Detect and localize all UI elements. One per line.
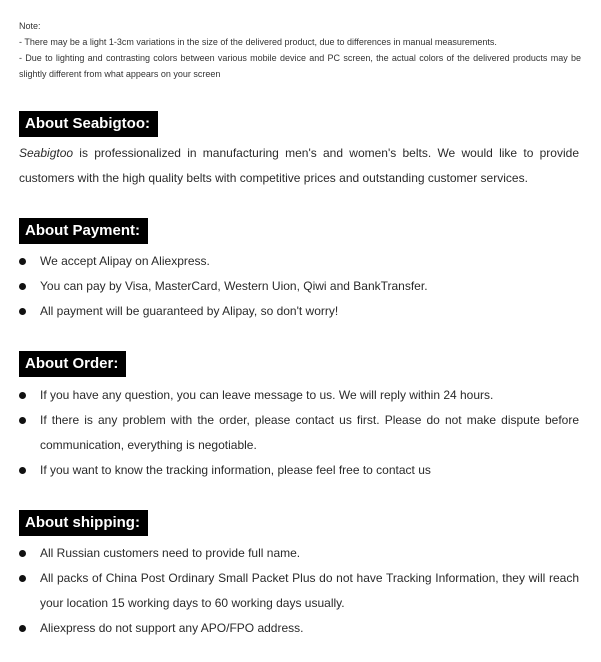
list-item: If you have any question, you can leave message to us. We will reply within 24 hours. — [19, 383, 579, 408]
payment-list — [19, 249, 579, 324]
note-block — [19, 18, 581, 82]
bullet-icon — [19, 417, 26, 424]
list-item: You can pay by Visa, MasterCard, Western Uion, Qiwi and BankTransfer. — [19, 274, 579, 299]
list-item: If there is any problem with the order, please contact us first. Please do not make dispute before communication, everything is negotiable. — [19, 408, 579, 458]
list-item: Aliexpress do not support any APO/FPO address. — [19, 616, 579, 641]
bullet-icon — [19, 550, 26, 557]
bullet-icon — [19, 392, 26, 399]
bullet-icon — [19, 308, 26, 315]
order-section-title: About Order: — [19, 351, 126, 377]
about-paragraph — [19, 141, 579, 191]
note-line-size: - There may be a light 1-3cm variations in the size of the delivered product, due to differences in manual measurements. — [19, 37, 497, 47]
brand-name: Seabigtoo — [19, 146, 74, 160]
bullet-icon — [19, 625, 26, 632]
note-line-color: - Due to lighting and contrasting colors between various mobile device and PC screen, the actual colors of the delivered products may be slightly different from what appears on your screen — [19, 53, 581, 79]
about-text: is professionalized in manufacturing men's and women's belts. We would like to provide customers with the high quality belts with competitive prices and outstanding customer services. — [19, 146, 579, 185]
payment-section-title: About Payment: — [19, 218, 148, 244]
list-item: All payment will be guaranteed by Alipay, so don't worry! — [19, 299, 579, 324]
bullet-icon — [19, 575, 26, 582]
list-item: All Russian customers need to provide full name. — [19, 541, 579, 566]
note-heading: Note: — [19, 21, 41, 31]
shipping-section-title: About shipping: — [19, 510, 148, 536]
list-item: We accept Alipay on Aliexpress. — [19, 249, 579, 274]
list-item: All packs of China Post Ordinary Small Packet Plus do not have Tracking Information, they will reach your location 15 working days to 60 working days usually. — [19, 566, 579, 616]
shipping-list — [19, 541, 579, 641]
order-list — [19, 383, 579, 483]
about-section-title: About Seabigtoo: — [19, 111, 158, 137]
bullet-icon — [19, 283, 26, 290]
bullet-icon — [19, 258, 26, 265]
bullet-icon — [19, 467, 26, 474]
list-item: If you want to know the tracking information, please feel free to contact us — [19, 458, 579, 483]
